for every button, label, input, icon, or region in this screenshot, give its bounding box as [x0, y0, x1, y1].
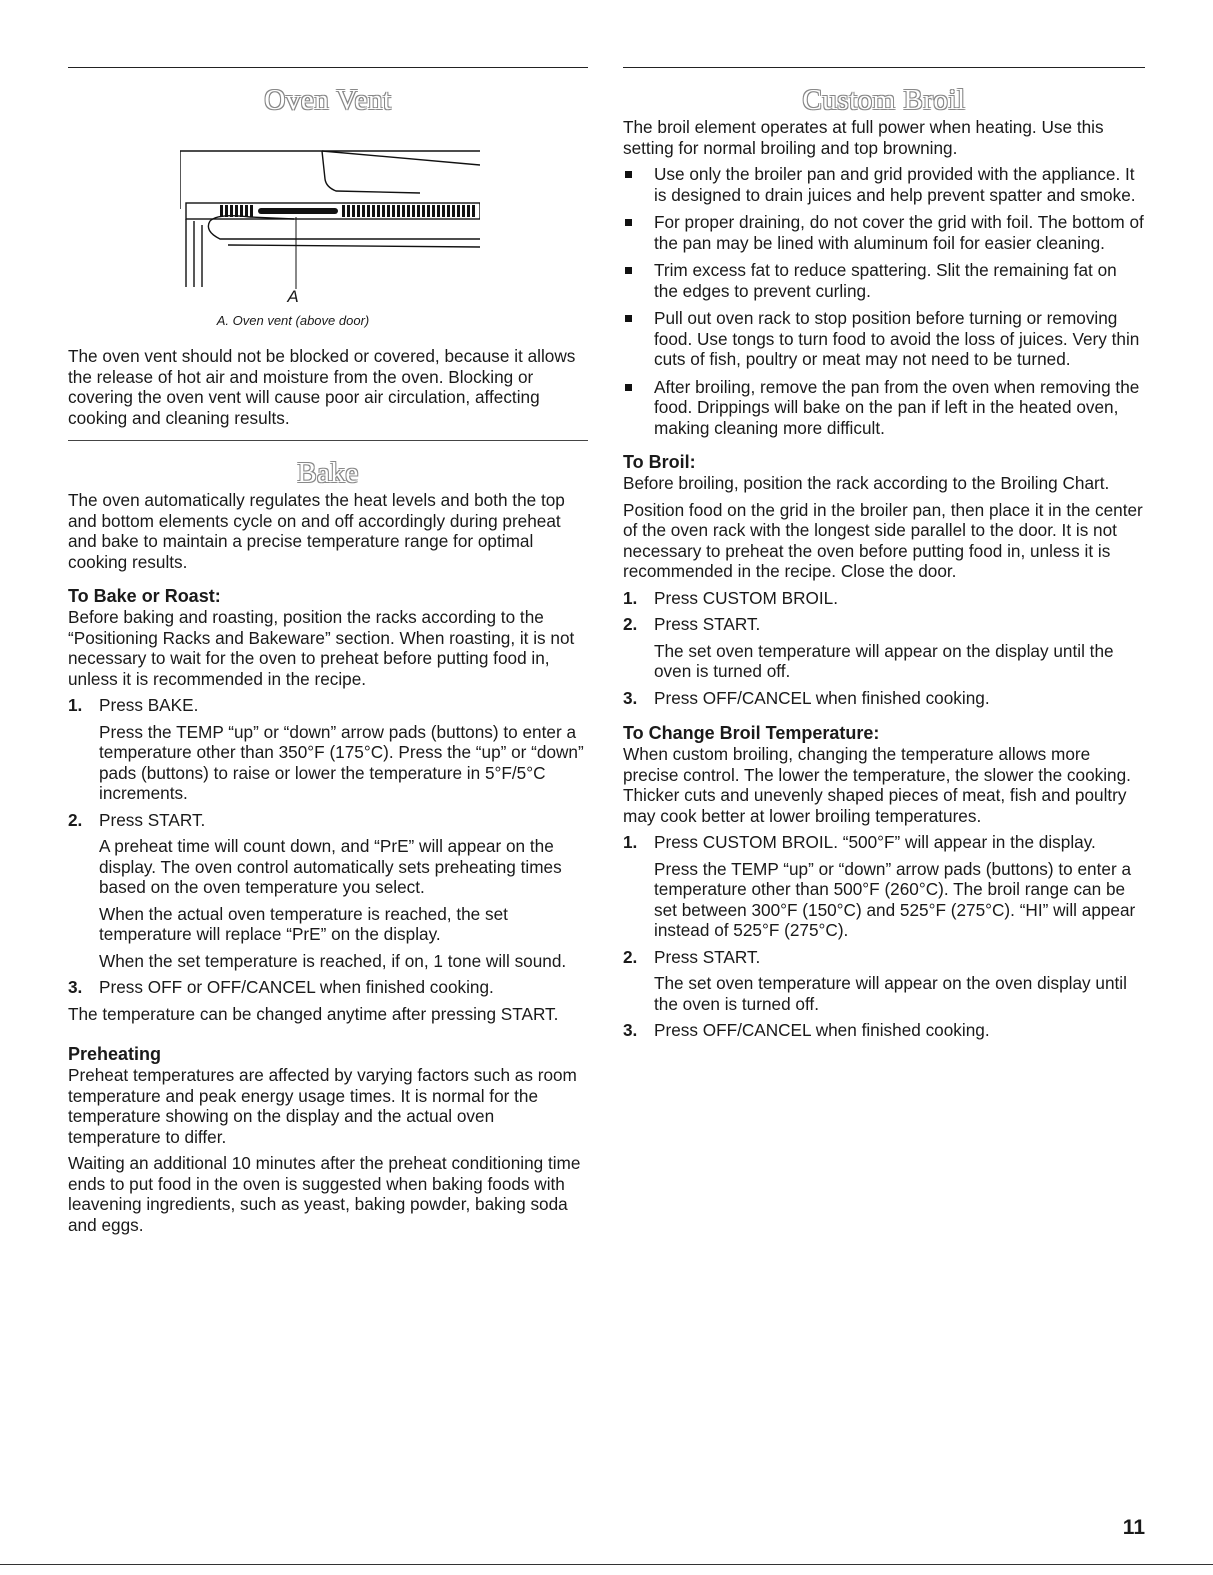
step-number: 2.	[623, 946, 638, 967]
change-broil-text: When custom broiling, changing the temperature allows more precise control. The lower the temperature, the slower the cooking. Thicker cuts and unevenly shaped pieces of meat, fish and poultry may cook better at lower broiling temperatures.	[623, 744, 1131, 826]
broil-step-1	[623, 588, 1145, 609]
broil-tip-text: For proper draining, do not cover the grid with foil. The bottom of the pan may be lined with aluminum foil for easier cleaning.	[654, 212, 1144, 253]
step-detail: Press the TEMP “up” or “down” arrow pads (buttons) to enter a temperature other than 350°F (175°C). Press the “up” or “down” pads (buttons) to raise or lower the temperature in 5°F/5°C increments.	[99, 721, 584, 803]
bullet-square-icon	[625, 219, 632, 226]
oven-vent-illustration	[180, 129, 480, 289]
broil-tip	[623, 377, 1145, 439]
step-detail: The set oven temperature will appear on the display until the oven is turned off.	[654, 640, 1114, 681]
step-detail: A preheat time will count down, and “PrE” will appear on the display. The oven control automatically sets preheating times based on the oven temperature you select.	[99, 836, 562, 897]
step-number: 1.	[68, 695, 83, 715]
bake-step-1	[68, 695, 588, 716]
bullet-square-icon	[625, 267, 632, 274]
step-text: Press CUSTOM BROIL.	[654, 587, 839, 608]
page-number: 11	[1122, 1516, 1145, 1539]
to-broil-p2: Position food on the grid in the broiler pan, then place it in the center of the oven rack with the longest side parallel to the door. It is not necessary to preheat the oven before putting food in, unless it is recommended in the recipe. Close the door.	[623, 499, 1143, 581]
step-number: 3.	[623, 687, 638, 708]
bake-intro: The oven automatically regulates the heat levels and both the top and bottom elements cycle on and off accordingly during preheat and bake to maintain a precise temperature range for optimal cooking results.	[68, 490, 565, 572]
figure-caption: A. Oven vent (above door)	[216, 313, 370, 328]
step-number: 2.	[68, 809, 83, 830]
broil-tip-text: Trim excess fat to reduce spattering. Slit the remaining fat on the edges to prevent curling.	[654, 260, 1117, 301]
step-text: Press BAKE.	[99, 695, 199, 715]
step-detail: Press the TEMP “up” or “down” arrow pads (buttons) to enter a temperature other than 500°F (260°C). The broil range can be set between 300°F (150°C) and 525°F (275°C). “HI” will appear instead of 525°F (275°C).	[654, 858, 1136, 940]
bake-section	[68, 456, 588, 1241]
custom-broil-section	[623, 83, 1145, 1047]
section-title-custom-broil: Custom Broil	[802, 84, 966, 116]
broil-step-3	[623, 688, 1145, 709]
broil-tip-text: After broiling, remove the pan from the oven when removing the food. Drippings will bake on the pan if left in the heated oven, making cleaning more difficult.	[654, 376, 1140, 438]
broil-tip	[623, 164, 1145, 205]
step-detail: The set oven temperature will appear on the oven display until the oven is turned off.	[654, 973, 1127, 1014]
preheating-heading: Preheating	[68, 1044, 162, 1064]
section-rule	[68, 440, 588, 441]
oven-vent-section	[68, 83, 588, 434]
step-text: Press OFF/CANCEL when finished cooking.	[654, 1020, 990, 1040]
step-text: Press START.	[654, 614, 761, 634]
oven-vent-body: The oven vent should not be blocked or covered, because it allows the release of hot air and moisture from the oven. Blocking or covering the oven vent will cause poor air circulation, affecting cooking and cleaning results.	[68, 346, 576, 428]
change-step-3	[623, 1020, 1145, 1041]
bottom-rule	[0, 1564, 1213, 1565]
bullet-square-icon	[625, 384, 632, 391]
figure-letter: A	[287, 287, 299, 306]
bake-step-3	[68, 977, 588, 998]
to-broil-p1: Before broiling, position the rack according to the Broiling Chart.	[623, 473, 1110, 493]
step-detail: When the set temperature is reached, if on, 1 tone will sound.	[99, 950, 567, 971]
step-text: Press START.	[654, 946, 761, 967]
step-text: Press START.	[99, 809, 206, 830]
step-text: Press OFF/CANCEL when finished cooking.	[654, 687, 990, 708]
step-text: Press CUSTOM BROIL. “500°F” will appear in the display.	[654, 832, 1096, 852]
broil-tip	[623, 260, 1145, 301]
preheating-p2: Waiting an additional 10 minutes after the preheat conditioning time ends to put food in the oven is suggested when baking foods with leavening ingredients, such as yeast, baking powder, baking soda and eggs.	[68, 1153, 581, 1235]
broil-tip-text: Pull out oven rack to stop position before turning or removing food. Use tongs to turn food to avoid the loss of juices. Very thin cuts of fish, poultry or meat may not need to be turned.	[654, 308, 1140, 369]
oven-vent-figure	[68, 117, 588, 313]
step-number: 2.	[623, 614, 638, 634]
step-number: 1.	[623, 832, 638, 852]
to-bake-text: Before baking and roasting, position the racks according to the “Positioning Racks and Bakeware” section. When roasting, it is not necessary to wait for the oven to preheat before putting food in, unless it is recommended in the recipe.	[68, 607, 575, 689]
step-detail: When the actual oven temperature is reached, the set temperature will replace “PrE” on the display.	[99, 903, 508, 944]
change-step-1	[623, 832, 1145, 853]
broil-tip	[623, 212, 1145, 253]
section-title-oven-vent: Oven Vent	[264, 84, 392, 116]
to-broil-heading: To Broil:	[623, 452, 696, 472]
custom-broil-intro: The broil element operates at full power when heating. Use this setting for normal broiling and top browning.	[623, 117, 1104, 158]
broil-step-2	[623, 614, 1145, 635]
step-number: 1.	[623, 587, 638, 608]
section-rule	[68, 67, 588, 68]
bake-step-2	[68, 810, 588, 831]
to-bake-heading: To Bake or Roast:	[68, 586, 221, 606]
section-title-bake: Bake	[297, 457, 359, 489]
preheating-p1: Preheat temperatures are affected by varying factors such as room temperature and peak energy usage times. It is normal for the temperature showing on the display and the actual oven temperature to differ.	[68, 1065, 577, 1147]
bullet-square-icon	[625, 171, 632, 178]
step-text: Press OFF or OFF/CANCEL when finished cooking.	[99, 977, 494, 997]
change-step-2	[623, 947, 1145, 968]
bullet-square-icon	[625, 315, 632, 322]
change-broil-heading: To Change Broil Temperature:	[623, 723, 880, 743]
broil-tip	[623, 308, 1145, 370]
step-number: 3.	[68, 977, 83, 997]
section-rule	[623, 67, 1145, 68]
bake-after-steps: The temperature can be changed anytime after pressing START.	[68, 1003, 559, 1024]
broil-tip-text: Use only the broiler pan and grid provided with the appliance. It is designed to drain juices and help prevent spatter and smoke.	[654, 164, 1136, 205]
step-number: 3.	[623, 1020, 638, 1040]
